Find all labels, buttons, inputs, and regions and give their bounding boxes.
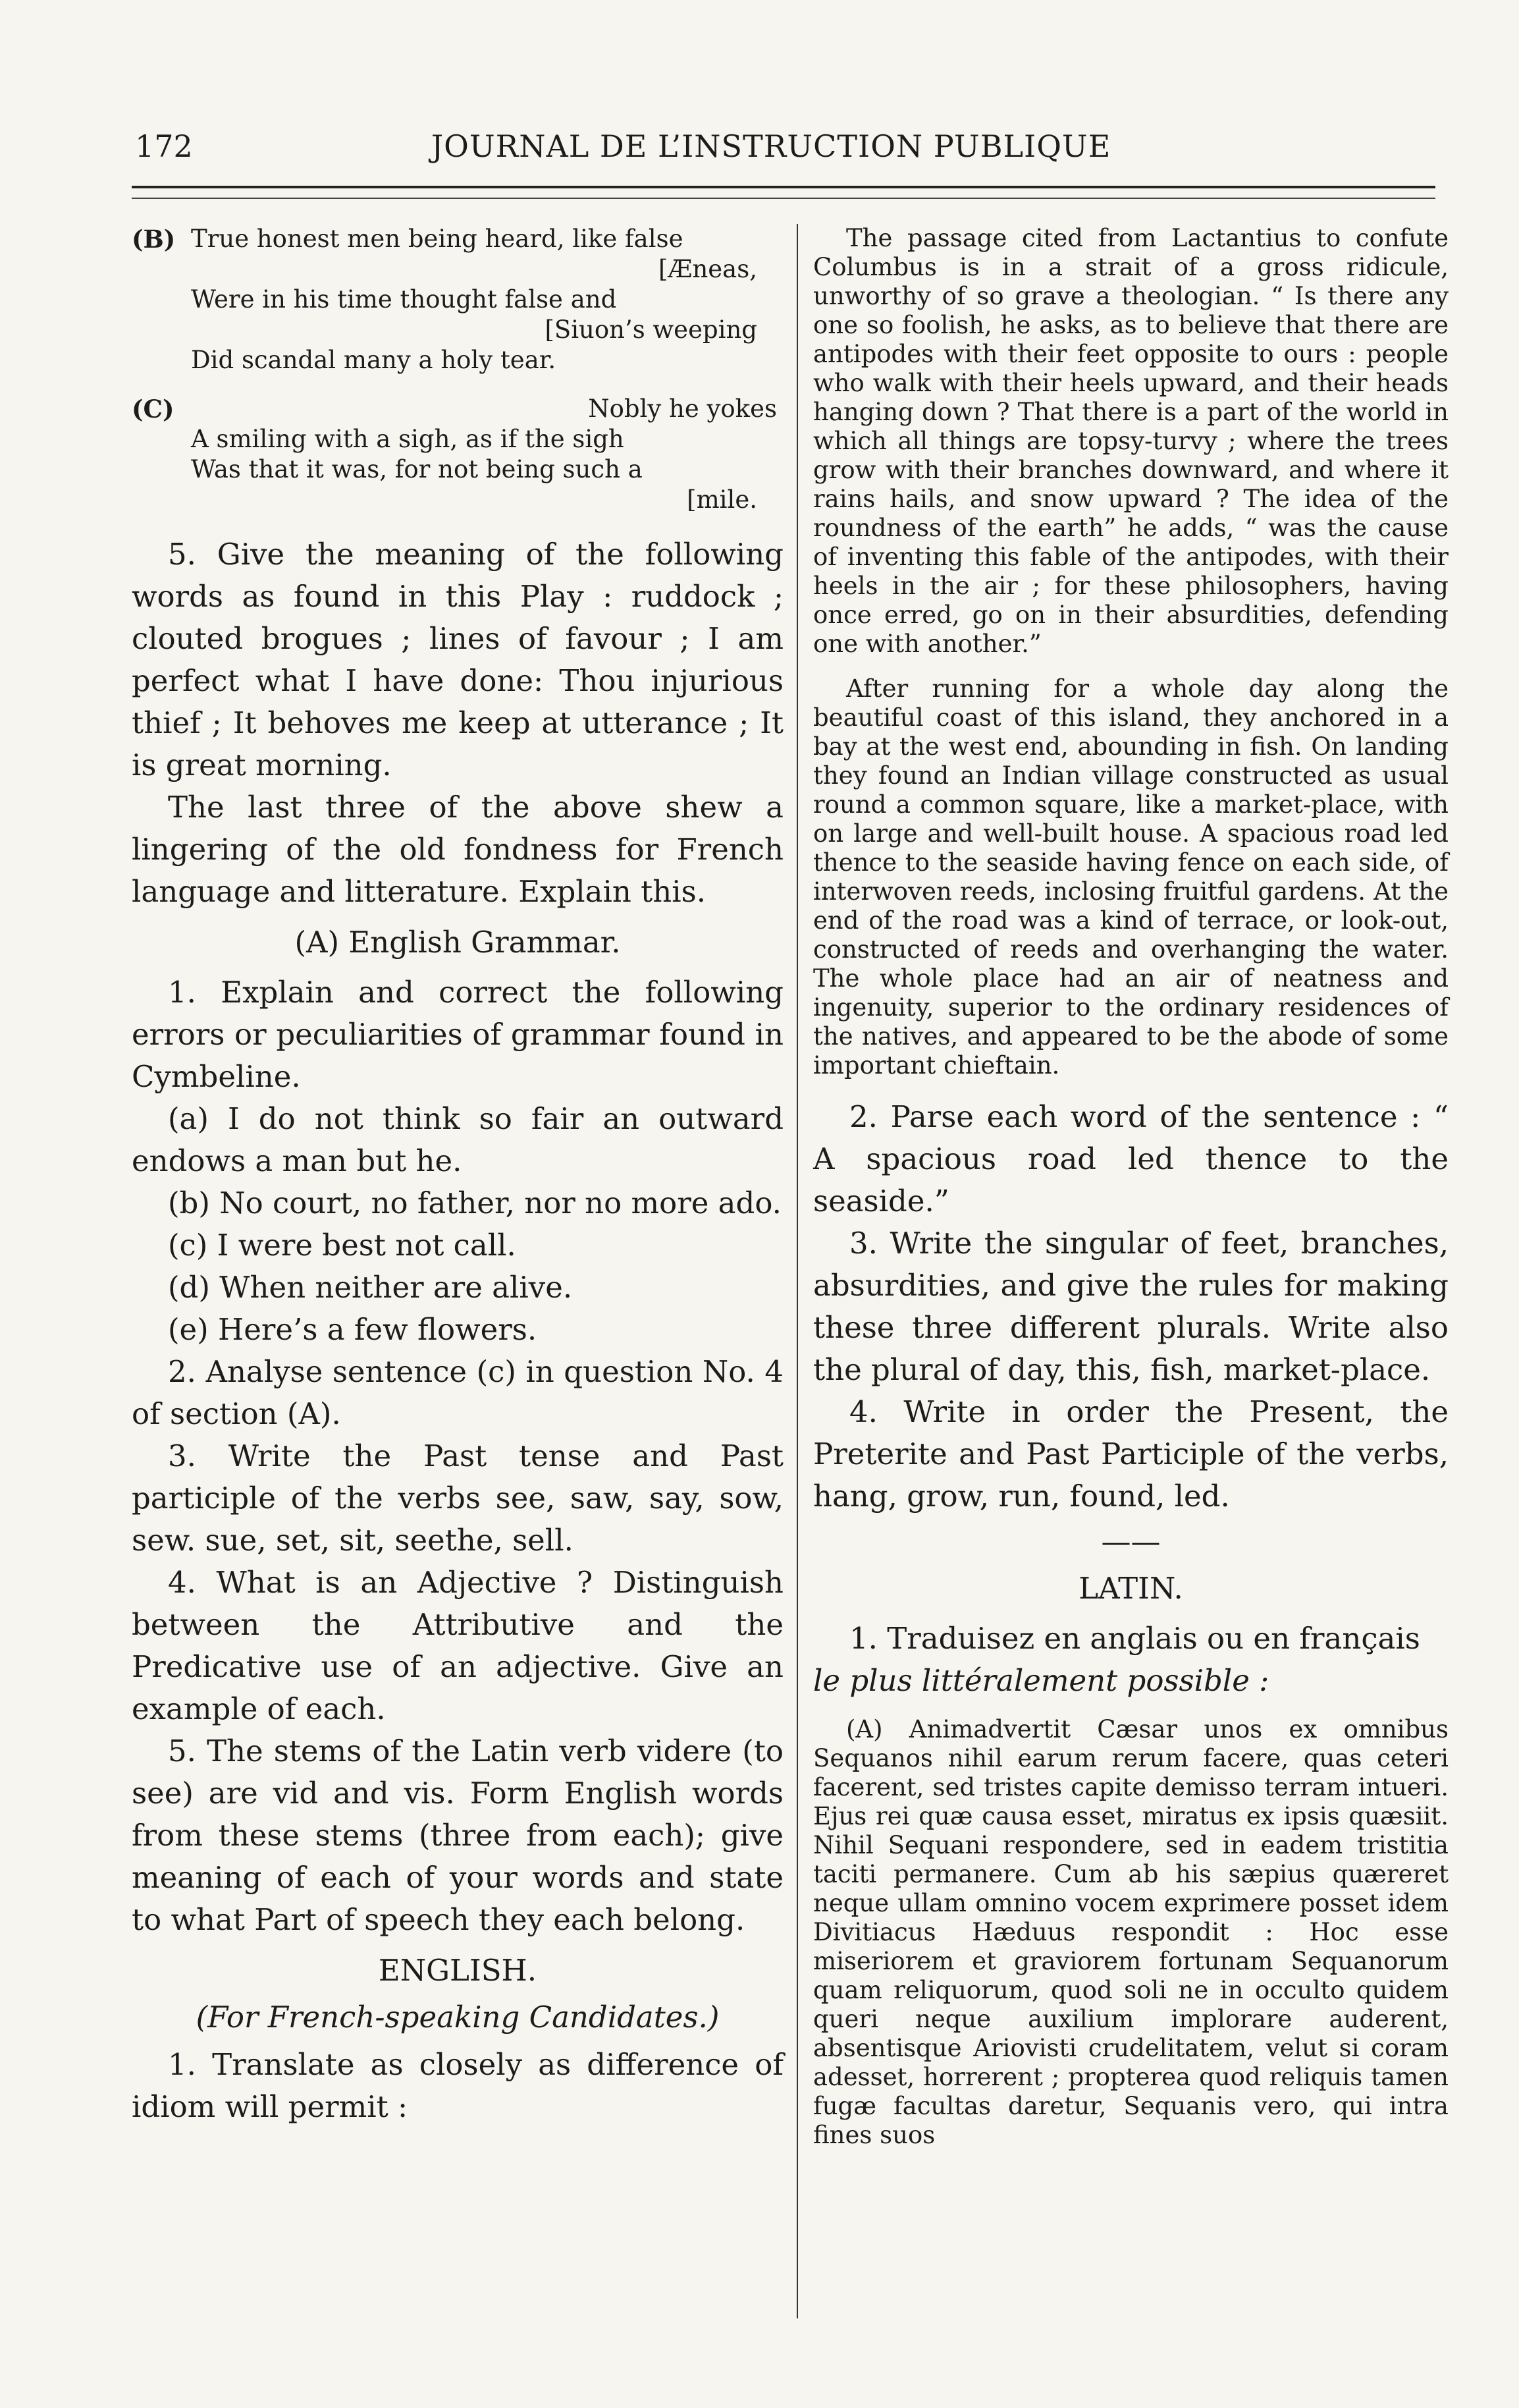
right-column [813, 224, 1449, 2166]
question: 5. The stems of the Latin verb videre (to see) are vid and vis. Form English words from these stems (three from each); give meaning of each of your words and state to what Part of speech they each belong. [132, 1734, 784, 1937]
question: 4. Write in order the Present, the Preterite and Past Participle of the verbs, hang, grow, run, found, led. [813, 1394, 1449, 1514]
poem-marker: (B) [132, 225, 176, 254]
section-heading: ENGLISH. [378, 1953, 537, 1988]
translation-passage: The passage cited from Lactantius to confute Columbus is in a strait of a gross ridicule, unworthy of so grave a theologian. “ Is there any one so foolish, he asks, as to believe that there are antipodes with their feet opposite to ours : people who walk with their heels upward, and their heads hanging down ? That there is a part of the world in which all things are topsy-turvy ; where the trees grow with their branches downward, and where it rains hails, and snow upward ? The idea of the roundness of the earth” he adds, “ was the cause of inventing this fable of the antipodes, with their heels in the air ; for these philosophers, having once erred, go on in their absurdities, defending one with another.” [813, 224, 1449, 658]
poem-line: True honest men being heard, like false [191, 225, 683, 253]
question-instruction: le plus littéralement possible : [813, 1663, 1269, 1698]
poem-line: [Siuon’s weeping [545, 315, 757, 344]
poem-marker: (C) [132, 395, 174, 424]
page-number: 172 [135, 128, 193, 164]
sub-question: (c) I were best not call. [168, 1228, 516, 1263]
poem-line: Nobly he yokes [588, 395, 777, 423]
sub-question: (d) When neither are alive. [168, 1270, 573, 1305]
poem-line: A smiling with a sigh, as if the sigh [191, 425, 624, 453]
poem-line: Was that it was, for not being such a [191, 455, 643, 483]
question: 4. What is an Adjective ? Distinguish between the Attributive and the Predicative use of an adjective. Give an example of each. [132, 1565, 784, 1726]
poem-line: [Æneas, [658, 255, 757, 283]
section-heading: LATIN. [1079, 1571, 1183, 1606]
paragraph: The last three of the above shew a lingering of the old fondness for French language and litterature. Explain this. [132, 790, 784, 909]
question: 3. Write the singular of feet, branches, absurdities, and give the rules for making these three different plurals. Write also the plural of day, this, fish, market-place. [813, 1226, 1449, 1387]
poem-c [132, 394, 784, 515]
question: 3. Write the Past tense and Past participle of the verbs see, saw, say, sow, sew. sue, set, sit, seethe, sell. [132, 1438, 784, 1558]
sub-question: (a) I do not think so fair an outward endows a man but he. [132, 1101, 784, 1178]
question: 2. Parse each word of the sentence : “ A spacious road led thence to the seaside.” [813, 1099, 1449, 1218]
section-heading: (A) English Grammar. [294, 925, 621, 960]
poem-line: Were in his time thought false and [191, 285, 617, 314]
poem-b [132, 224, 784, 375]
column-divider [797, 224, 798, 2318]
translation-passage: After running for a whole day along the beautiful coast of this island, they anchored in a bay at the west end, abounding in fish. On landing they found an Indian village constructed as usual round a common square, like a market-place, with on large and well-built house. A spacious road led thence to the seaside having fence on each side, of interwoven reeds, inclosing fruitful gardens. At the end of the road was a kind of terrace, or look-out, constructed of reeds and overhanging the water. The whole place had an air of neatness and ingenuity, superior to the ordinary residences of the natives, and appeared to be the abode of some important chieftain. [813, 674, 1449, 1080]
sub-question: (e) Here’s a few flowers. [168, 1312, 537, 1347]
left-column [132, 224, 784, 2128]
question: 1. Explain and correct the following errors or peculiarities of grammar found in Cymbeline. [132, 975, 784, 1094]
poem-line: Did scandal many a holy tear. [191, 346, 556, 374]
header-rule-thin [132, 198, 1435, 199]
running-title: JOURNAL DE L’INSTRUCTION PUBLIQUE [431, 128, 1111, 164]
separator-dash: —— [1101, 1524, 1161, 1559]
question: 5. Give the meaning of the following words as found in this Play : ruddock ; clouted brogues ; lines of favour ; I am perfect what I have done: Thou injurious thief ; It behoves me keep at utterance ; It is great morning. [132, 537, 784, 782]
poem-line: [mile. [687, 485, 757, 514]
question: 2. Analyse sentence (c) in question No. 4 of section (A). [132, 1354, 784, 1431]
page-header [135, 128, 1407, 168]
header-rule [132, 186, 1435, 188]
question: 1. Translate as closely as difference of idiom will permit : [132, 2047, 784, 2124]
question: 1. Traduisez en anglais ou en français [849, 1621, 1420, 1656]
section-subheading: (For French-speaking Candidates.) [196, 2000, 720, 2035]
sub-question: (b) No court, no father, nor no more ado. [168, 1186, 782, 1220]
latin-passage: (A) Animadvertit Cæsar unos ex omnibus Sequanos nihil earum rerum facere, quas ceteri facerent, sed tristes capite demisso terram intueri. Ejus rei quæ causa esset, miratus ex ipsis quæsiit. Nihil Sequani respondere, sed in eadem tristitia taciti permanere. Cum ab his sæpius quæreret neque ullam omnino vocem exprimere posset idem Divitiacus Hæduus respondit : Hoc esse miseriorem et graviorem fortunam Sequanorum quam reliquorum, quod soli ne in occulto quidem queri neque auxilium implorare auderent, absentisque Ariovisti crudelitatem, velut si coram adesset, horrerent ; propterea quod reliquis tamen fugæ facultas daretur, Sequanis vero, qui intra fines suos [813, 1715, 1449, 2149]
